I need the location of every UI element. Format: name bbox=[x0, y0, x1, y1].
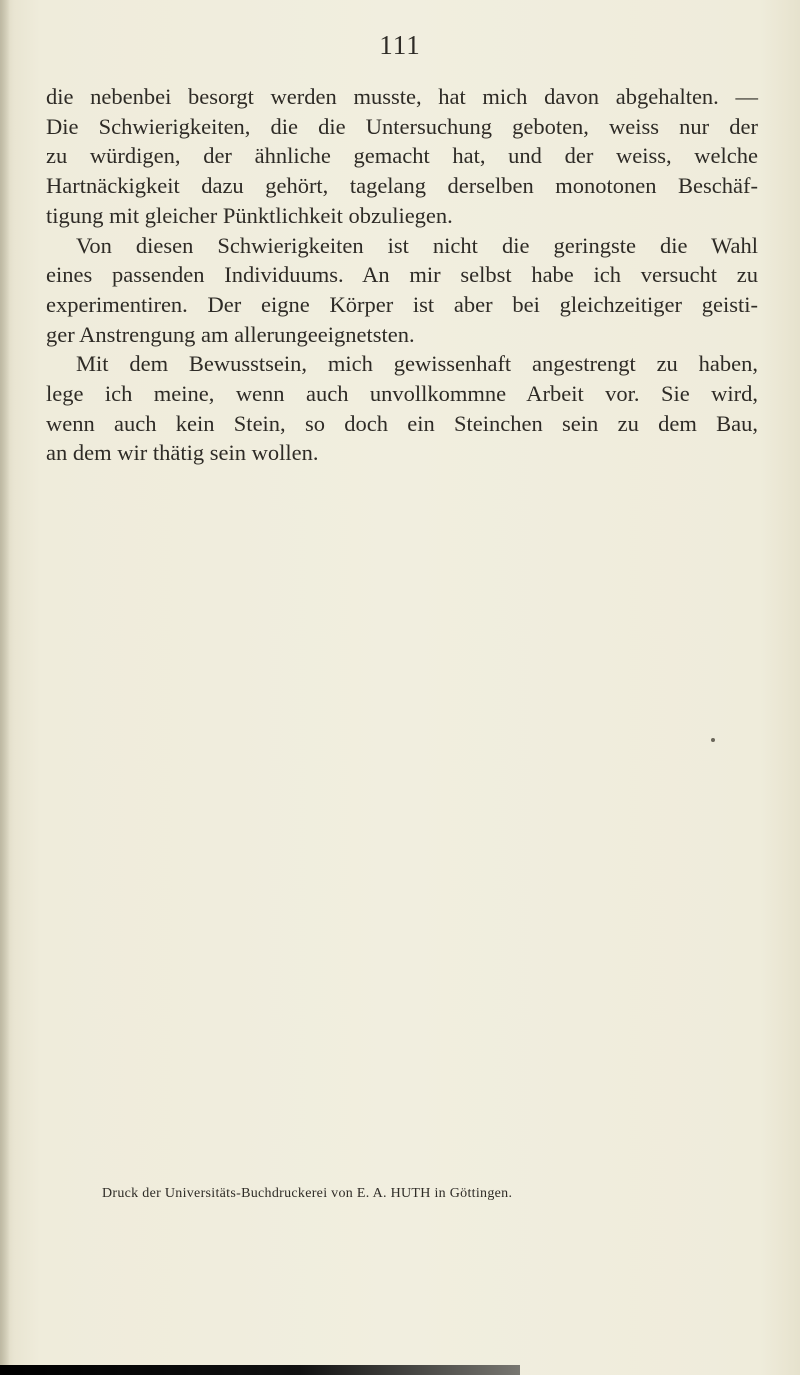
text-line: experimentiren. Der eigne Körper ist aber bei gleichzeitiger geisti- bbox=[46, 291, 758, 317]
ink-speck bbox=[711, 738, 715, 742]
text-line: ger Anstrengung am allerungeeignetsten. bbox=[46, 321, 415, 347]
text-line: Von diesen Schwierigkeiten ist nicht die geringste die Wahl bbox=[76, 232, 758, 258]
printer-imprint: Druck der Universitäts-Buchdruckerei von E. A. HUTH in Göttingen. bbox=[102, 1186, 513, 1201]
text-line: an dem wir thätig sein wollen. bbox=[46, 440, 319, 466]
binding-shadow bbox=[0, 0, 10, 1375]
body-text bbox=[46, 82, 758, 468]
scan-edge bbox=[0, 1365, 520, 1375]
text-line: die nebenbei besorgt werden musste, hat mich davon abgehalten. — bbox=[46, 84, 758, 109]
text-line: zu würdigen, der ähnliche gemacht hat, und der weiss, welche bbox=[46, 143, 758, 169]
text-line: wenn auch kein Stein, so doch ein Steinchen sein zu dem Bau, bbox=[46, 410, 758, 436]
text-line: Die Schwierigkeiten, die die Untersuchung geboten, weiss nur der bbox=[46, 113, 758, 139]
text-line: Hartnäckigkeit dazu gehört, tagelang derselben monotonen Beschäf- bbox=[46, 173, 758, 199]
page-number: 111 bbox=[379, 30, 421, 60]
text-line: eines passenden Individuums. An mir selbst habe ich versucht zu bbox=[46, 262, 758, 288]
text-line: tigung mit gleicher Pünktlichkeit obzuliegen. bbox=[46, 202, 453, 228]
text-line: Mit dem Bewusstsein, mich gewissenhaft angestrengt zu haben, bbox=[76, 351, 758, 377]
text-line: lege ich meine, wenn auch unvollkommne Arbeit vor. Sie wird, bbox=[46, 381, 758, 407]
